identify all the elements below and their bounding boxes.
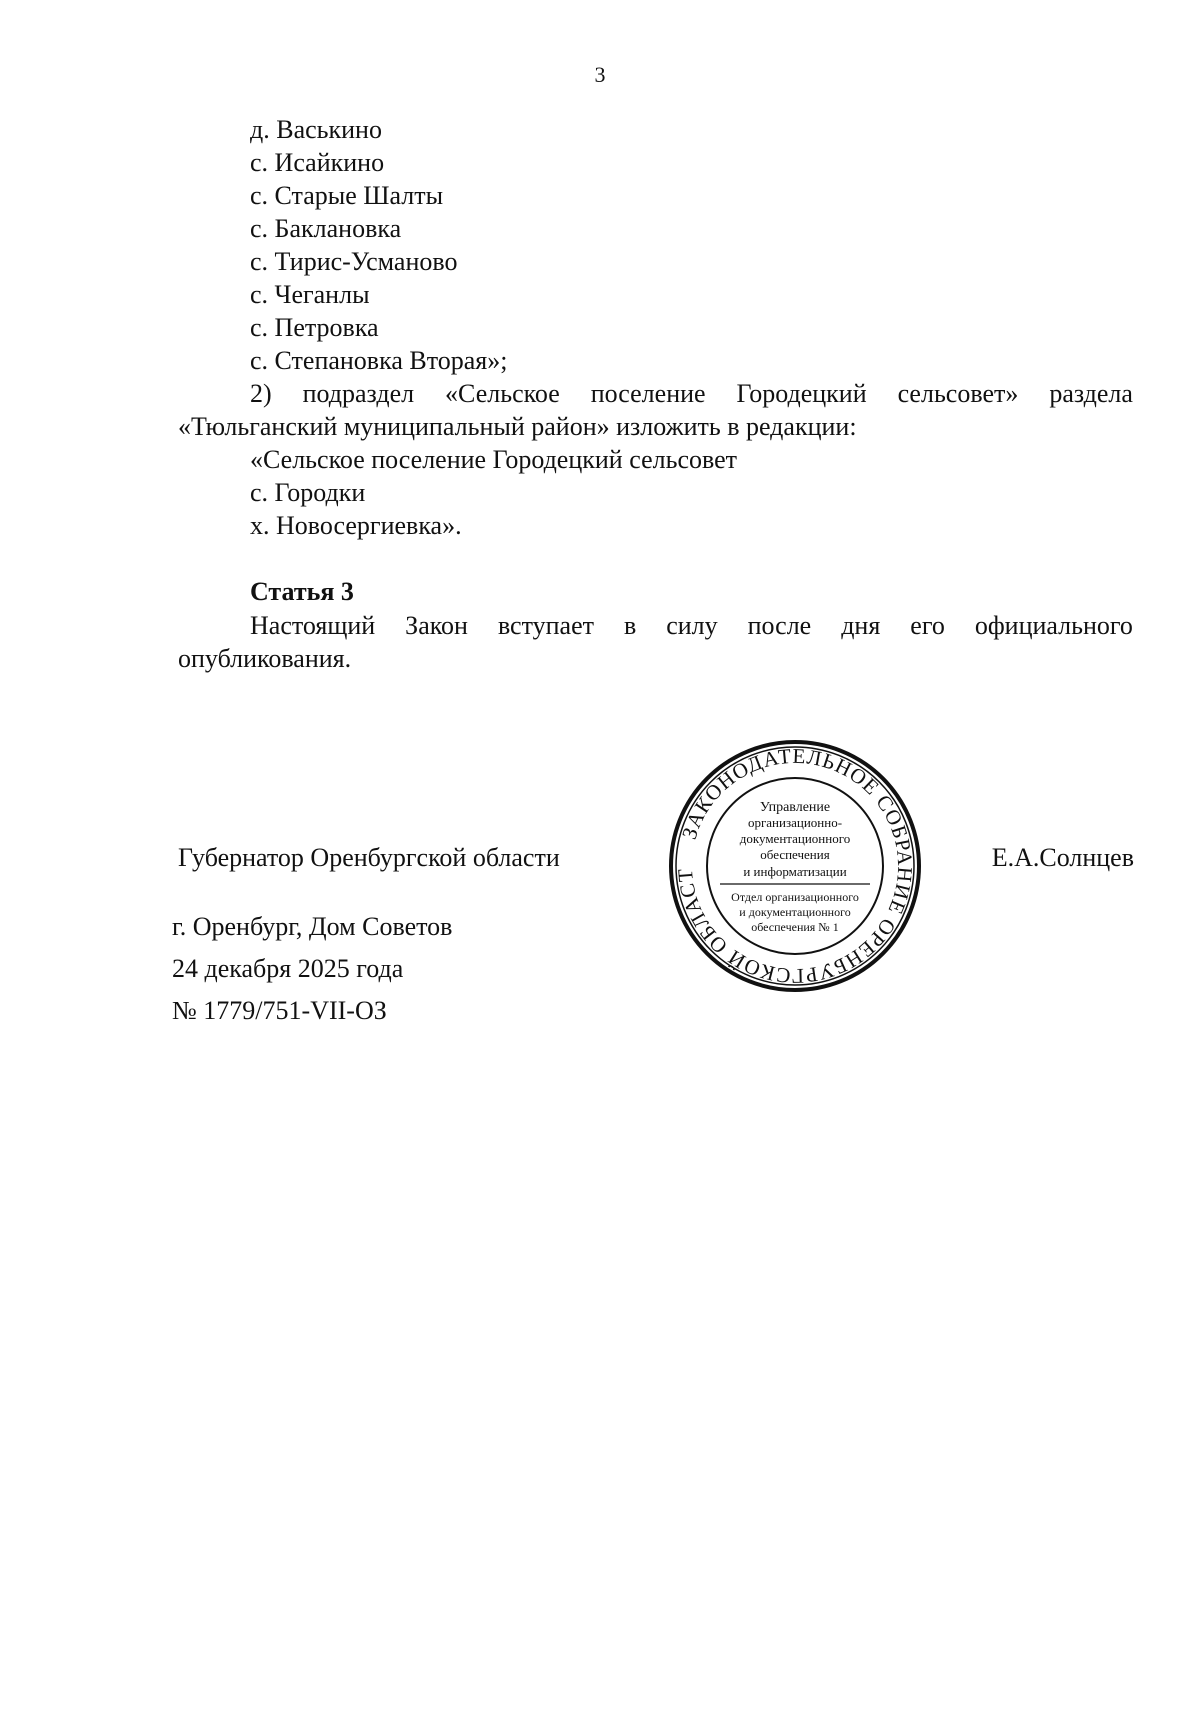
word: 2) xyxy=(250,379,272,408)
seal-inner-line: обеспечения № 1 xyxy=(751,920,839,934)
sub-item: «Сельское поселение Городецкий сельсовет xyxy=(250,445,738,474)
seal-inner-line: Отдел организационного xyxy=(731,890,859,904)
official-seal xyxy=(665,736,925,996)
word: в xyxy=(623,611,637,640)
seal-inner-line: Управление xyxy=(759,800,831,815)
word: вступает xyxy=(497,611,594,640)
word: раздела xyxy=(1049,379,1133,408)
list-item: с. Исайкино xyxy=(250,148,385,177)
list-item: с. Тирис-Усманово xyxy=(250,247,458,276)
article-3-line-2: опубликования. xyxy=(178,644,352,673)
list-item: с. Баклановка xyxy=(250,214,402,243)
seal-inner-line: и информатизации xyxy=(743,864,847,879)
seal-inner-line: документационного xyxy=(739,831,851,846)
list-item: с. Чеганлы xyxy=(250,280,370,309)
word: его xyxy=(910,611,945,640)
paragraph-2-line-1 xyxy=(250,377,1133,410)
signatory-name: Е.А.Солнцев xyxy=(991,843,1134,872)
article-heading: Статья 3 xyxy=(250,577,354,606)
word: Настоящий xyxy=(250,611,376,640)
seal-graphic xyxy=(665,736,925,996)
signing-date: 24 декабря 2025 года xyxy=(172,954,404,983)
article-3-line-1 xyxy=(250,609,1133,642)
list-item: с. Степановка Вторая»; xyxy=(250,346,508,375)
paragraph-2-line-2: «Тюльганский муниципальный район» изложить в редакции: xyxy=(178,412,857,441)
sub-item: х. Новосергиевка». xyxy=(250,511,462,540)
list-item: с. Старые Шалты xyxy=(250,181,444,210)
word: Закон xyxy=(405,611,468,640)
word: «Сельское xyxy=(445,379,560,408)
word: поселение xyxy=(590,379,706,408)
list-item: с. Петровка xyxy=(250,313,379,342)
seal-inner-line: обеспечения xyxy=(760,847,830,862)
word: официального xyxy=(974,611,1133,640)
word: подраздел xyxy=(302,379,415,408)
seal-ring-text: ЗАКОНОДАТЕЛЬНОЕ СОБРАНИЕ ОРЕНБУРГСКОЙ ОБЛАСТ xyxy=(672,743,918,989)
signing-place: г. Оренбург, Дом Советов xyxy=(172,912,453,941)
word: Городецкий xyxy=(736,379,867,408)
word: дня xyxy=(841,611,881,640)
word: сельсовет» xyxy=(897,379,1019,408)
page-number: 3 xyxy=(594,62,606,87)
word: после xyxy=(747,611,812,640)
seal-inner-line: организационно- xyxy=(747,815,843,830)
law-number: № 1779/751-VII-ОЗ xyxy=(172,996,387,1025)
sub-item: с. Городки xyxy=(250,478,366,507)
list-item: д. Васькино xyxy=(250,115,382,144)
seal-inner-line: и документационного xyxy=(739,905,851,919)
signatory-position: Губернатор Оренбургской области xyxy=(178,843,560,872)
word: силу xyxy=(666,611,718,640)
